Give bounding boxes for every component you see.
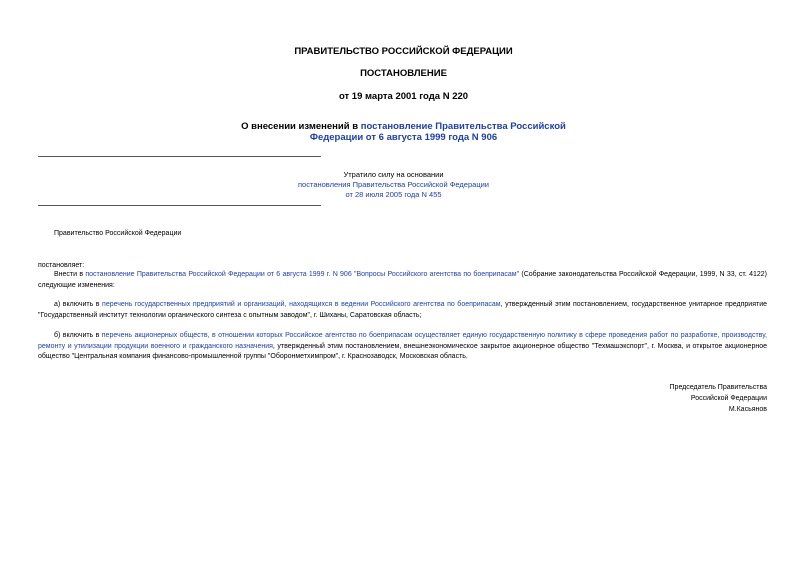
item-b-suffix: , утвержденный этим постановлением, внешнеэкономическое закрытое акционерное общество "Техмашэкспорт", г. Москва, и открытое акционерное общество "Центральная компания финансово-промышленной группы "Оборонметхимпром", г. Краснозаводск, Московская область. (38, 342, 767, 360)
intro-prefix: Внести в (54, 271, 86, 278)
paragraph-item-b (38, 331, 767, 363)
document-type-heading: ПОСТАНОВЛЕНИЕ (360, 68, 447, 79)
date-number-heading: от 19 марта 2001 года N 220 (338, 91, 469, 102)
subject-link-part2[interactable]: Федерации от 6 августа 1999 года N 906 (309, 132, 498, 143)
issuer-heading: ПРАВИТЕЛЬСТВО РОССИЙСКОЙ ФЕДЕРАЦИИ (294, 46, 513, 57)
signatory-title: Председатель Правительства (669, 384, 767, 391)
repeal-note-text: Утратило силу на основании (343, 170, 444, 179)
paragraph-intro (38, 270, 767, 291)
issuer-text: Правительство Российской Федерации (54, 230, 182, 237)
item-b-prefix: б) включить в (54, 332, 102, 339)
signatory-country: Российской Федерации (690, 395, 767, 402)
divider-bottom (38, 205, 321, 206)
repeal-link-part1[interactable]: постановления Правительства Российской Федерации (297, 180, 489, 189)
item-a-list-link[interactable]: перечень государственных предприятий и организаций, находящихся в ведении Российского агентства по боеприпасам (102, 301, 501, 308)
paragraph-item-a (38, 300, 767, 321)
item-a-prefix: а) включить в (54, 301, 103, 308)
signatory-name: М.Касьянов (728, 406, 767, 413)
repeal-note-link-line (0, 180, 797, 191)
intro-decree-link[interactable]: постановление Правительства Российской Федерации от 6 августа 1999 г. N 906 "Вопросы Российского агентства по боеприпасам" (85, 271, 520, 278)
repeal-link-part2[interactable]: от 28 июля 2005 года N 455 (345, 190, 442, 199)
subject-link-part1[interactable]: постановление Правительства Российской (360, 121, 566, 132)
divider-top (38, 156, 321, 157)
intro-suffix: (Собрание законодательства Российской Федерации, 1999, N 33, ст. 4122) следующие изменения: (38, 271, 768, 289)
item-b-list-link[interactable]: перечень акционерных обществ, в отношении которых Российское агентство по боеприпасам осуществляет единую государственную политику в сфере проведения работ по разработке, производству, ремонту и утилизации продукции военного и гражданского назначения (38, 332, 767, 350)
repeal-note-link-line (0, 190, 797, 201)
subject-line-1 (0, 121, 807, 132)
subject-prefix: О внесении изменений в (241, 121, 361, 132)
decides-text: постановляет: (38, 262, 85, 269)
item-a-suffix: , утвержденный этим постановлением, государственное унитарное предприятие "Государственный институт технологии органического синтеза с опытным заводом", г. Шиханы, Саратовская область; (38, 301, 767, 319)
subject-line-2 (0, 132, 807, 143)
